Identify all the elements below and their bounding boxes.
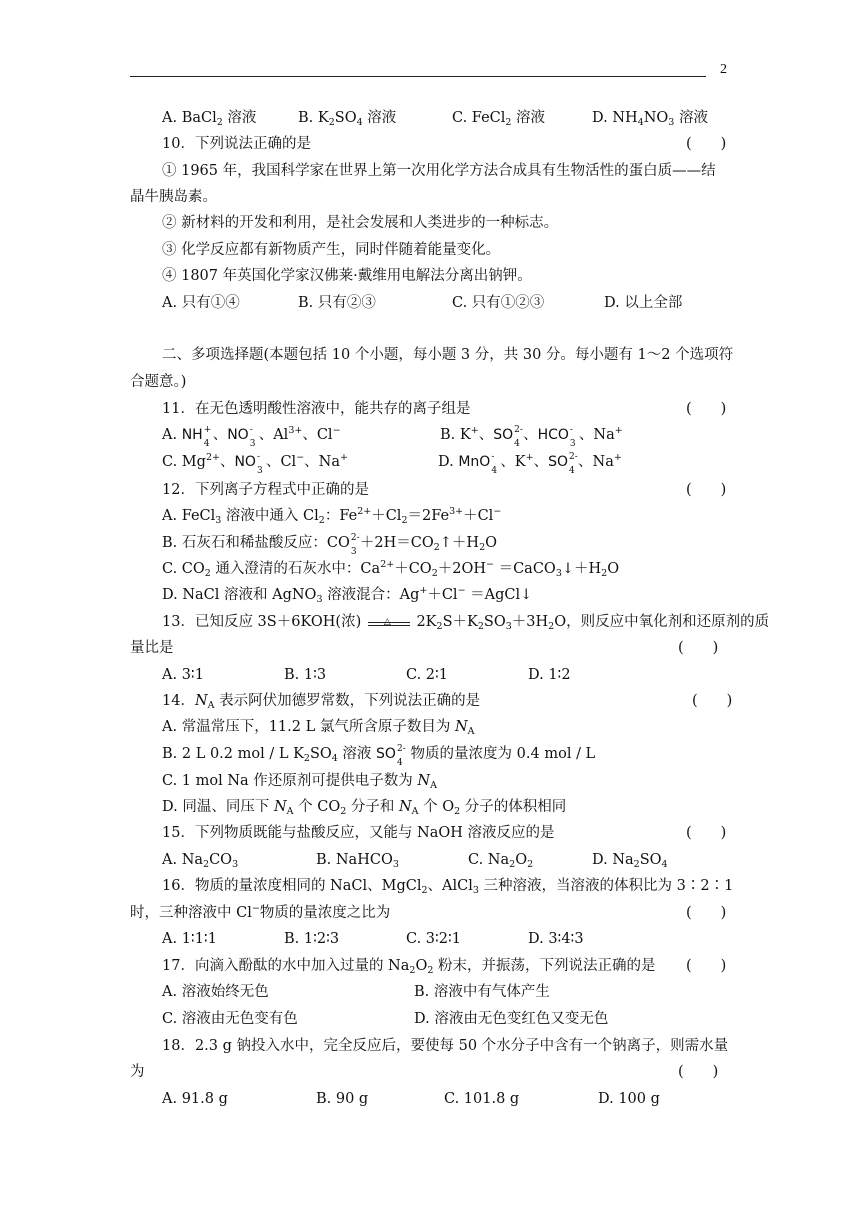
q14-option-c: C. 1 mol Na 作还原剂可提供电子数为 $N_A$	[162, 773, 437, 791]
section2-heading-cont: 合题意。)	[130, 374, 187, 390]
q13-stem: 13．已知反应 3S＋6KOH(浓) △ $2K_2S+K_2SO_3+3H_2O$，则反应中氧化剂和还原剂的质	[162, 614, 770, 632]
q18-option-d: D. 100 g	[598, 1091, 660, 1107]
q16-option-b: B. 1∶2∶3	[284, 931, 340, 947]
header-rule	[130, 76, 706, 77]
q15-option-d: D. $Na_2SO_4$	[592, 852, 668, 870]
section2-heading: 二、多项选择题(本题包括 10 个小题，每小题 3 分，共 30 分。每小题有 1～2 个选项符	[162, 347, 734, 363]
q14-answer-paren: ( )	[692, 693, 733, 709]
q11-answer-paren: ( )	[686, 401, 727, 417]
q11-stem: 11．在无色透明酸性溶液中，能共存的离子组是	[162, 401, 471, 417]
q9-option-a: A. BaCl$_2$ 溶液	[162, 110, 257, 128]
q13-stem-cont: 量比是	[130, 640, 174, 656]
q16-stem-cont: 时，三种溶液中 Cl−物质的量浓度之比为	[130, 903, 391, 921]
q16-answer-paren: ( )	[686, 905, 727, 921]
q12-option-a: A. FeCl$_3$ 溶液中通入 $Cl_2$：$Fe^{2+}+Cl_2=2Fe^{3+}+Cl^-$	[162, 506, 502, 526]
q14-option-d: D. 同温、同压下 $N_A$ 个 $CO_2$ 分子和 $N_A$ 个 $O_2$ 分子的体积相同	[162, 799, 567, 817]
q12-option-d: D. NaCl 溶液和 AgNO$_3$ 溶液混合：Ag+＋Cl− ＝AgCl↓	[162, 585, 533, 605]
q14-stem: 14．$N_A$ 表示阿伏加德罗常数，下列说法正确的是	[162, 693, 481, 711]
q15-option-b: B. NaHCO$_3$	[316, 852, 399, 870]
q11-option-b: B. K+、SO 2- 4 、HCO - 3 、Na+	[440, 425, 623, 449]
q15-answer-paren: ( )	[686, 825, 727, 841]
q15-option-a: A. $Na_2CO_3$	[162, 852, 239, 870]
q9-option-b: B. $K_2SO_4$ 溶液	[298, 110, 397, 128]
q14-option-b: B. 2 L 0.2 mol / L $K_2SO_4$ 溶液 SO 2- 4 物质的量浓度为 0.4 mol / L	[162, 744, 596, 768]
q10-statement-3: ③ 化学反应都有新物质产生，同时伴随着能量变化。	[162, 242, 501, 258]
q15-stem: 15．下列物质既能与盐酸反应，又能与 NaOH 溶液反应的是	[162, 825, 555, 841]
q10-statement-1: ① 1965 年，我国科学家在世界上第一次用化学方法合成具有生物活性的蛋白质——结	[162, 163, 716, 179]
q17-option-c: C. 溶液由无色变有色	[162, 1011, 298, 1027]
q11-option-c: C. $Mg^{2+}$、NO - 3 、Cl−、Na+	[162, 452, 348, 476]
q12-stem: 12．下列离子方程式中正确的是	[162, 482, 369, 498]
q9-option-d: D. $NH_4NO_3$ 溶液	[592, 110, 708, 128]
q18-stem: 18．2.3 g 钠投入水中，完全反应后，要使每 50 个水分子中含有一个钠离子，则需水量	[162, 1038, 729, 1054]
q10-statement-1-cont: 晶牛胰岛素。	[130, 189, 217, 205]
q18-option-a: A. 91.8 g	[162, 1091, 228, 1107]
q12-option-c: C. $CO_2$ 通入澄清的石灰水中：$Ca^{2+}+CO_2+2OH^-$ $=CaCO_3↓+H_2O$	[162, 559, 620, 579]
q10-option-b: B. 只有②③	[298, 295, 376, 311]
q10-option-d: D. 以上全部	[604, 295, 683, 311]
page-number: 2	[720, 62, 727, 77]
q10-option-a: A. 只有①④	[162, 295, 240, 311]
q11-option-d: D. MnO - 4 、K+、SO 2- 4 、Na+	[438, 452, 622, 476]
q13-option-b: B. 1∶3	[284, 667, 327, 683]
q13-option-a: A. 3∶1	[162, 667, 204, 683]
q12-answer-paren: ( )	[686, 482, 727, 498]
q13-option-c: C. 2∶1	[406, 667, 449, 683]
q16-option-d: D. 3∶4∶3	[528, 931, 584, 947]
q17-option-a: A. 溶液始终无色	[162, 984, 269, 1000]
q18-option-b: B. 90 g	[316, 1091, 369, 1107]
q18-option-c: C. 101.8 g	[444, 1091, 520, 1107]
q17-option-d: D. 溶液由无色变红色又变无色	[414, 1011, 609, 1027]
q10-statement-2: ② 新材料的开发和利用，是社会发展和人类进步的一种标志。	[162, 215, 559, 231]
q10-statement-4: ④ 1807 年英国化学家汉佛莱·戴维用电解法分离出钠钾。	[162, 268, 532, 284]
q10-answer-paren: ( )	[686, 136, 727, 152]
q12-option-b: B. 石灰石和稀盐酸反应：CO 2- 3 $+2H=CO_2↑+H_2O$	[162, 533, 497, 557]
q16-option-c: C. 3∶2∶1	[406, 931, 462, 947]
q13-option-d: D. 1∶2	[528, 667, 571, 683]
q18-answer-paren: ( )	[678, 1064, 719, 1080]
q9-option-c: C. FeCl$_2$ 溶液	[452, 110, 546, 128]
q10-option-c: C. 只有①②③	[452, 295, 545, 311]
q13-answer-paren: ( )	[678, 640, 719, 656]
q17-option-b: B. 溶液中有气体产生	[414, 984, 550, 1000]
q17-stem: 17．向滴入酚酞的水中加入过量的 $Na_2O_2$ 粉末，并振荡，下列说法正确的是	[162, 958, 656, 976]
q15-option-c: C. $Na_2O_2$	[468, 852, 534, 870]
q16-stem: 16．物质的量浓度相同的 NaCl、MgCl$_2$、AlCl$_3$ 三种溶液，当溶液的体积比为 3∶2∶1	[162, 878, 734, 896]
q14-option-a: A. 常温常压下，11.2 L 氯气所含原子数目为 $N_A$	[162, 719, 475, 737]
q10-stem: 10．下列说法正确的是	[162, 136, 311, 152]
q17-answer-paren: ( )	[686, 958, 727, 974]
q11-option-a: A. NH + 4 、NO - 3 、$Al^{3+}$、Cl−	[162, 425, 341, 449]
q18-stem-cont: 为	[130, 1064, 145, 1080]
q16-option-a: A. 1∶1∶1	[162, 931, 217, 947]
